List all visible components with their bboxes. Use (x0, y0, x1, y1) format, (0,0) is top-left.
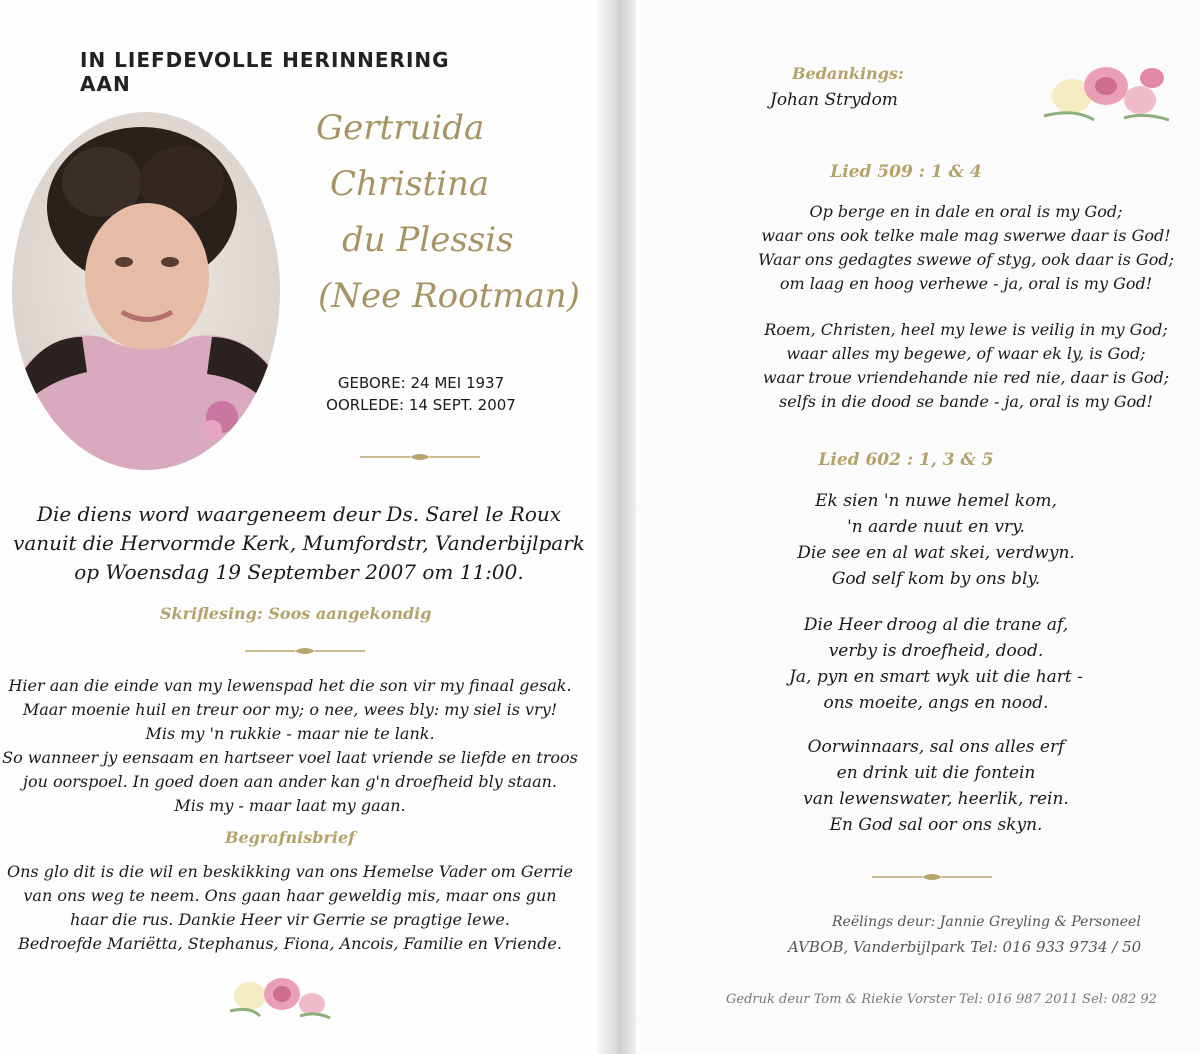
rose-ornament (220, 966, 340, 1026)
verse-line: Op berge en in dale en oral is my God; (809, 202, 1123, 221)
letter-line: van ons weg te neem. Ons gaan haar geweldig mis, maar ons gun (23, 886, 557, 905)
first-name: Gertruida (316, 108, 485, 148)
thanks-heading: Bedankings: (792, 64, 904, 83)
funeral-letter-heading: Begrafnisbrief (224, 828, 356, 847)
memorial-poem (0, 674, 580, 818)
funeral-letter (0, 860, 580, 956)
name-block (280, 100, 580, 324)
verse-line: verby is droefheid, dood. (828, 641, 1044, 661)
verse-line: waar alles my begewe, of waar ek ly, is God; (786, 344, 1146, 363)
letter-line: Ons glo dit is die wil en beskikking van ons Hemelse Vader om Gerrie (7, 862, 573, 881)
hymn2-verse2 (736, 612, 1136, 716)
verse-line: 'n aarde nuut en vry. (847, 517, 1025, 537)
surname: du Plessis (342, 220, 514, 260)
hymn1-verse1 (746, 200, 1186, 296)
verse-line: Ja, pyn en smart wyk uit die hart - (789, 667, 1083, 687)
hymn2-verse1 (736, 488, 1136, 592)
service-line: vanuit die Hervormde Kerk, Mumfordstr, Vanderbijlpark (13, 531, 585, 555)
left-page (0, 0, 598, 1054)
verse-line: om laag en hoog verhewe - ja, oral is my God! (779, 274, 1153, 293)
poem-line: So wanneer jy eensaam en hartseer voel laat vriende se liefde en troos (2, 748, 578, 767)
hymn1-title: Lied 509 : 1 & 4 (830, 162, 982, 182)
birth-date: GEBORE: 24 MEI 1937 (337, 374, 505, 392)
verse-line: waar troue vriendehande nie red nie, daar is God; (762, 368, 1170, 387)
verse-line: van lewenswater, heerlik, rein. (803, 789, 1069, 809)
hymn2-title: Lied 602 : 1, 3 & 5 (818, 450, 994, 470)
verse-line: waar ons ook telke male mag swerwe daar is God! (761, 226, 1171, 245)
middle-name: Christina (330, 164, 490, 204)
ornament-divider (872, 868, 992, 887)
death-date: OORLEDE: 14 SEPT. 2007 (326, 396, 516, 414)
verse-line: Die Heer droog al die trane af, (803, 615, 1069, 635)
poem-line: Mis my - maar laat my gaan. (174, 796, 406, 815)
letter-line: haar die rus. Dankie Heer vir Gerrie se pragtige lewe. (70, 910, 510, 929)
verse-line: Ek sien 'n nuwe hemel kom, (815, 491, 1057, 511)
service-line: Die diens word waargeneem deur Ds. Sarel le Roux (36, 502, 562, 526)
poem-line: Mis my 'n rukkie - maar nie te lank. (145, 724, 435, 743)
verse-line: God self kom by ons bly. (831, 569, 1041, 589)
verse-line: Oorwinnaars, sal ons alles erf (807, 737, 1065, 757)
verse-line: selfs in die dood se bande - ja, oral is my God! (779, 392, 1153, 411)
arrangements: Reëlings deur: Jannie Greyling & Personeel (832, 914, 1141, 930)
verse-line: en drink uit die fontein (836, 763, 1036, 783)
verse-line: ons moeite, angs en nood. (823, 693, 1049, 713)
hymn2-verse3 (736, 734, 1136, 838)
poem-line: jou oorspoel. In goed doen aan ander kan g'n droefheid bly staan. (23, 772, 557, 791)
avbob-contact: AVBOB, Vanderbijlpark Tel: 016 933 9734 / 50 (788, 938, 1142, 956)
letter-line: Bedroefde Mariëtta, Stephanus, Fiona, Ancois, Familie en Vriende. (18, 934, 562, 953)
verse-line: En God sal oor ons skyn. (829, 815, 1043, 835)
portrait-photo (12, 112, 280, 470)
hymn1-verse2 (746, 318, 1186, 414)
thanks-name: Johan Strydom (770, 90, 898, 110)
ornament-divider (360, 448, 480, 467)
rose-ornament (1034, 56, 1174, 128)
printer-credit: Gedruk deur Tom & Riekie Vorster Tel: 016 987 2011 Sel: 082 92 (726, 992, 1157, 1007)
service-line: op Woensdag 19 September 2007 om 11:00. (74, 560, 524, 584)
verse-line: Die see en al wat skei, verdwyn. (797, 543, 1075, 563)
service-info (0, 500, 598, 587)
scripture-reading: Skriflesing: Soos aangekondig (160, 604, 432, 623)
verse-line: Waar ons gedagtes swewe of styg, ook daar is God; (758, 250, 1174, 269)
book-spine (596, 0, 638, 1054)
poem-line: Hier aan die einde van my lewenspad het die son vir my finaal gesak. (8, 676, 572, 695)
poem-line: Maar moenie huil en treur oor my; o nee, wees bly: my siel is vry! (22, 700, 558, 719)
memoriam-heading: IN LIEFDEVOLLE HERINNERING AAN (80, 48, 450, 96)
maiden-name: (Nee Rootman) (318, 276, 580, 316)
dates-block (316, 372, 526, 416)
ornament-divider (245, 642, 365, 661)
right-page (636, 0, 1200, 1054)
verse-line: Roem, Christen, heel my lewe is veilig in my God; (764, 320, 1168, 339)
